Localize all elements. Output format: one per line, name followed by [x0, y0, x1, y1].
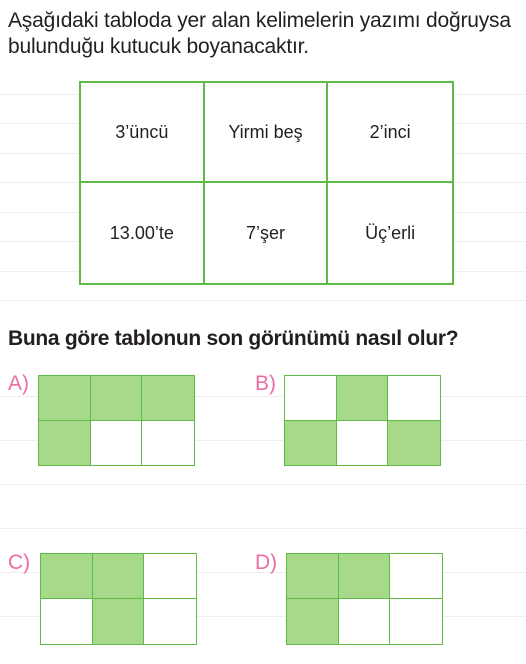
- word-cell: 2’inci: [328, 83, 452, 183]
- grid-cell: [93, 554, 145, 599]
- grid-cell: [39, 421, 91, 466]
- grid-cell: [285, 421, 337, 466]
- option-c-label[interactable]: C): [8, 551, 31, 574]
- word-cell: 13.00’te: [81, 183, 205, 283]
- grid-cell: [337, 376, 389, 421]
- grid-cell: [390, 599, 442, 644]
- grid-cell: [339, 554, 391, 599]
- word-table: [79, 81, 454, 285]
- word-cell: 3’üncü: [81, 83, 205, 183]
- grid-cell: [41, 599, 93, 644]
- grid-cell: [142, 376, 194, 421]
- grid-cell: [285, 376, 337, 421]
- grid-cell: [144, 599, 196, 644]
- grid-cell: [144, 554, 196, 599]
- word-cell: Üç’erli: [365, 222, 416, 243]
- grid-cell: [142, 421, 194, 466]
- ruled-line: [0, 300, 526, 301]
- ruled-line: [0, 484, 526, 485]
- option-a-label[interactable]: A): [8, 372, 29, 395]
- option-d-grid[interactable]: [286, 553, 443, 645]
- grid-cell: [91, 376, 143, 421]
- option-c-grid[interactable]: [40, 553, 197, 645]
- grid-cell: [41, 554, 93, 599]
- question-text: Aşağıdaki tabloda yer alan kelimelerin yazımı doğruysa bulunduğu kutucuk boyanacaktır.: [8, 9, 511, 58]
- option-a-grid[interactable]: [38, 375, 195, 466]
- ruled-line: [0, 528, 526, 529]
- option-b-label[interactable]: B): [255, 372, 276, 395]
- grid-cell: [91, 421, 143, 466]
- grid-cell: [390, 554, 442, 599]
- grid-cell: [337, 421, 389, 466]
- grid-cell: [287, 554, 339, 599]
- sub-question-text: Buna göre tablonun son görünümü nasıl olur?: [8, 327, 459, 350]
- grid-cell: [339, 599, 391, 644]
- word-cell: 7’şer: [205, 183, 329, 283]
- grid-cell: [39, 376, 91, 421]
- option-b-grid[interactable]: [284, 375, 441, 466]
- grid-cell: [388, 376, 440, 421]
- grid-cell: [93, 599, 145, 644]
- grid-cell: [287, 599, 339, 644]
- grid-cell: [388, 421, 440, 466]
- word-cell: Yirmi beş: [205, 83, 329, 183]
- option-d-label[interactable]: D): [255, 551, 278, 574]
